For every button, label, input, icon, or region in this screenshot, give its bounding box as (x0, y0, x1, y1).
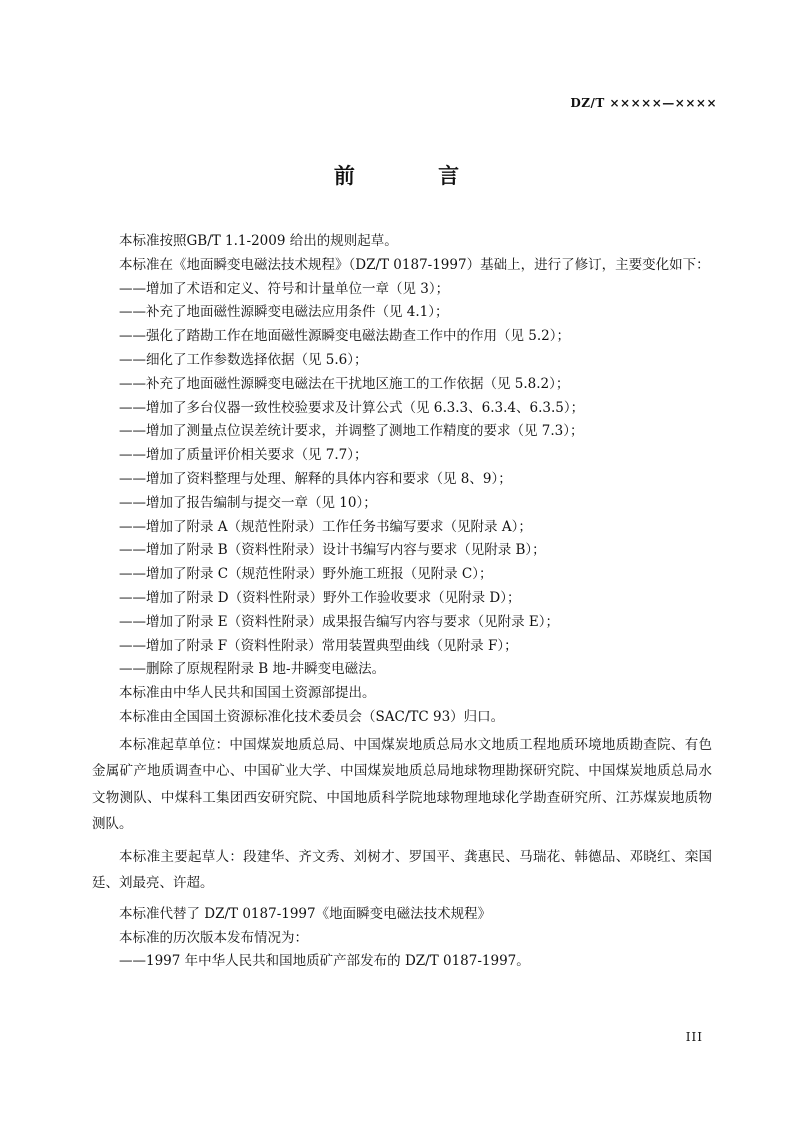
change-item: ——删除了原规程附录 B 地-井瞬变电磁法。 (119, 661, 386, 678)
change-item: ——增加了附录 B（资料性附录）设计书编写内容与要求（见附录 B）； (119, 542, 546, 559)
change-item: ——强化了踏勘工作在地面磁性源瞬变电磁法勘查工作中的作用（见 5.2）； (119, 328, 571, 345)
change-item: ——增加了测量点位误差统计要求，并调整了测地工作精度的要求（见 7.3）； (119, 423, 584, 440)
change-item: ——补充了地面磁性源瞬变电磁法应用条件（见 4.1）； (119, 304, 449, 321)
change-item: ——增加了术语和定义、符号和计量单位一章（见 3）； (119, 280, 450, 297)
foreword-body (92, 230, 712, 974)
history-item: ——1997 年中华人民共和国地质矿产部发布的 DZ/T 0187-1997。 (119, 953, 530, 970)
page-title: 前 言 (333, 163, 498, 188)
change-item: ——增加了附录 D（资料性附录）野外工作验收要求（见附录 D）； (119, 589, 521, 606)
proposed-by: 本标准由中华人民共和国国土资源部提出。 (119, 685, 376, 702)
change-item: ——增加了报告编制与提交一章（见 10）； (119, 494, 377, 511)
change-item: ——增加了多台仪器一致性校验要求及计算公式（见 6.3.3、6.3.4、6.3.5）； (119, 399, 585, 416)
change-item: ——细化了工作参数选择依据（见 5.6）； (119, 351, 368, 368)
change-item: ——增加了资料整理与处理、解释的具体内容和要求（见 8、9）； (119, 470, 512, 487)
history-intro: 本标准的历次版本发布情况为： (119, 929, 308, 946)
drafting-units: 本标准起草单位：中国煤炭地质总局、中国煤炭地质总局水文地质工程地质环境地质勘查院、有色金属矿产地质调查中心、中国矿业大学、中国煤炭地质总局地球物理勘探研究院、中国煤炭地质总局水文物测队、中煤科工集团西安研究院、中国地质科学院地球物理地球化学勘查研究所、江苏煤炭地质物测队。 (92, 736, 712, 833)
drafters: 本标准主要起草人：段建华、齐文秀、刘树才、罗国平、龚惠民、马瑞花、韩德品、邓晓红、栾国廷、刘最亮、许超。 (92, 848, 712, 892)
change-item: ——增加了附录 F（资料性附录）常用装置典型曲线（见附录 F）； (119, 637, 518, 654)
standard-code: DZ/T ×××××—×××× (570, 96, 717, 110)
change-item: ——补充了地面磁性源瞬变电磁法在干扰地区施工的工作依据（见 5.8.2）； (119, 375, 570, 392)
change-item: ——增加了附录 A（规范性附录）工作任务书编写要求（见附录 A）； (119, 518, 532, 535)
change-item: ——增加了质量评价相关要求（见 7.7）； (119, 447, 368, 464)
intro-paragraph: 本标准在《地面瞬变电磁法技术规程》（DZ/T 0187-1997）基础上，进行了修订，主要变化如下： (119, 256, 710, 273)
replaces-statement: 本标准代替了 DZ/T 0187-1997《地面瞬变电磁法技术规程》 (119, 905, 492, 922)
change-item: ——增加了附录 C（规范性附录）野外施工班报（见附录 C）； (119, 566, 493, 583)
page-number: III (685, 1030, 703, 1044)
change-item: ——增加了附录 E（资料性附录）成果报告编写内容与要求（见附录 E）； (119, 613, 560, 630)
managed-by: 本标准由全国国土资源标准化技术委员会（SAC/TC 93）归口。 (119, 708, 505, 725)
intro-paragraph: 本标准按照GB/T 1.1-2009 给出的规则起草。 (119, 233, 398, 249)
